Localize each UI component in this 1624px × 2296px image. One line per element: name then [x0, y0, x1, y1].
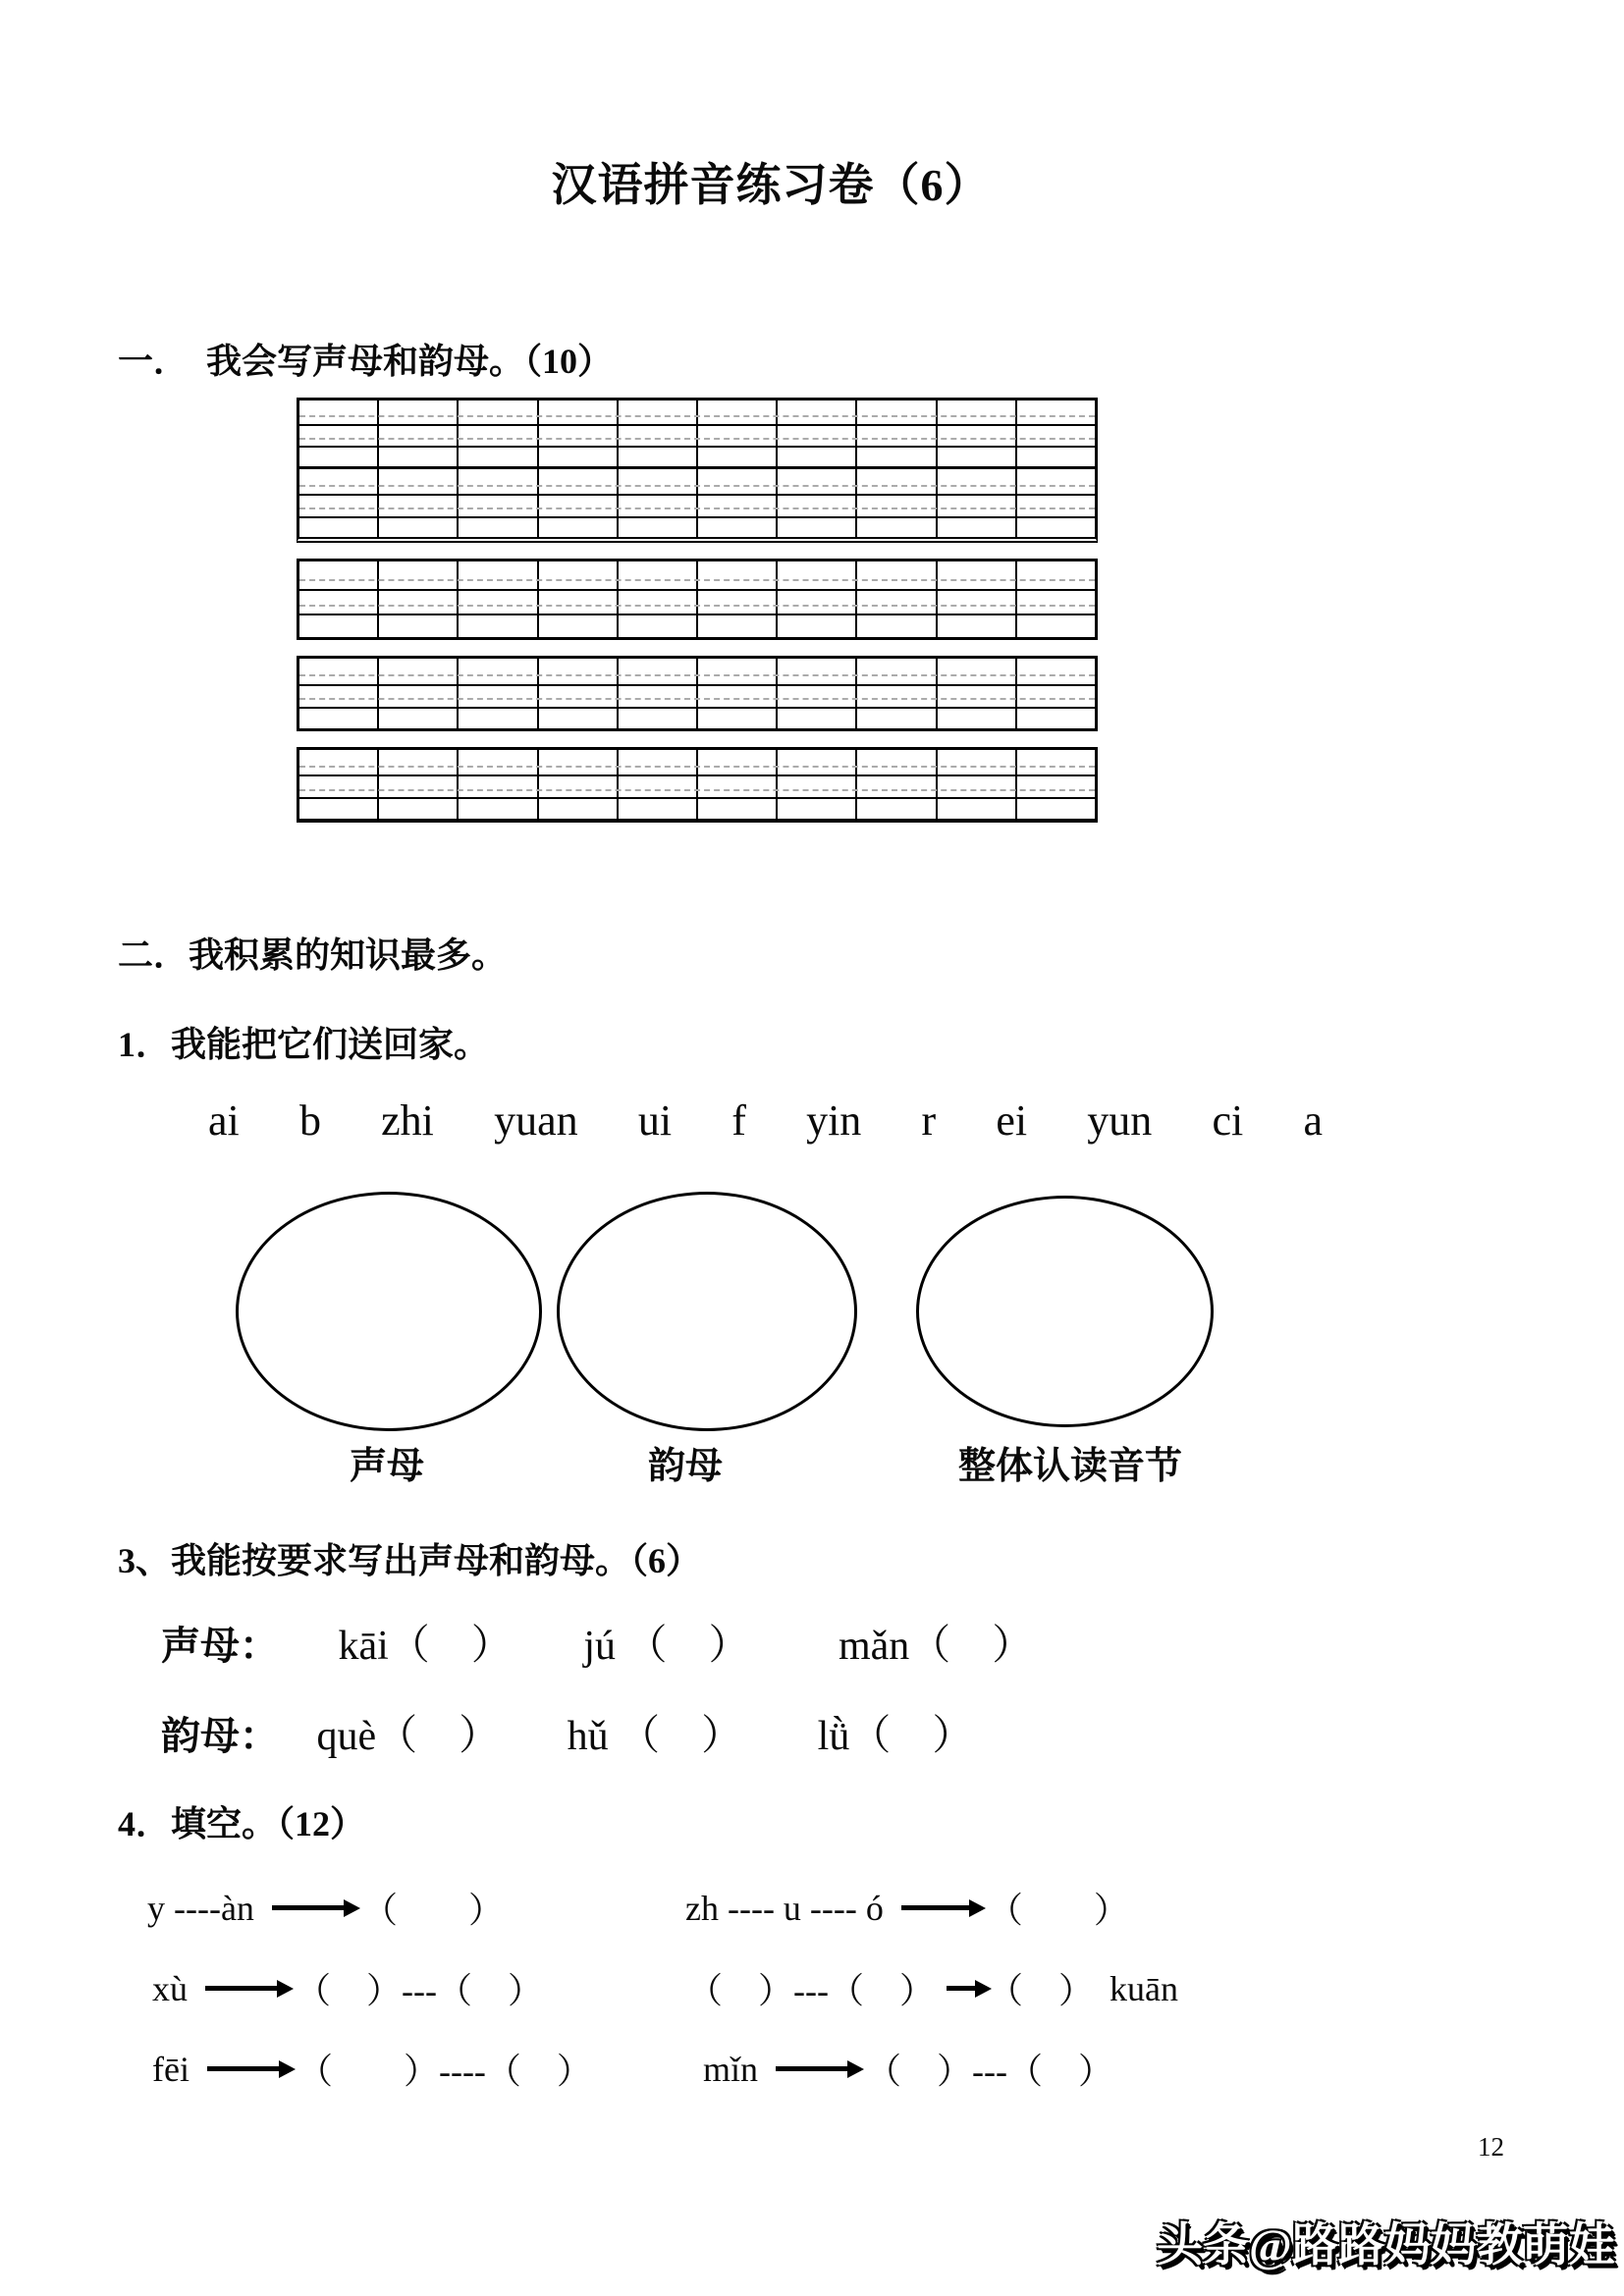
syllable-item: zhi [381, 1096, 434, 1145]
grid-cell [938, 561, 1017, 637]
row-label: 声母： [161, 1624, 279, 1668]
grid-cell [938, 750, 1017, 819]
grid-cell [698, 400, 778, 466]
grid-cell [459, 469, 538, 537]
guide-line [299, 494, 1095, 496]
pinyin-blank: （ ）----（ ） [297, 2052, 592, 2091]
pinyin-blank: （ ）---（ ） [296, 1971, 543, 2010]
grid-cell [299, 659, 379, 728]
grid-cell [778, 750, 857, 819]
pinyin-grid-block [297, 469, 1098, 543]
grid-cell [857, 659, 937, 728]
item3-row-shengmu [161, 1613, 1033, 1672]
grid-cell [619, 400, 698, 466]
guide-line [299, 485, 1095, 487]
guide-line [299, 589, 1095, 591]
grid-cell [379, 469, 459, 537]
arrow-icon [272, 1905, 345, 1910]
fill-blank-row1-right [685, 1883, 1129, 1933]
guide-line [299, 415, 1095, 417]
arrow-icon [947, 1986, 976, 1991]
fill-blank-row1-left [147, 1883, 504, 1933]
grid-cell [379, 750, 459, 819]
guide-line [299, 579, 1095, 581]
syllable-item: f [731, 1096, 746, 1145]
grid-cells-row [299, 400, 1095, 466]
grid-cell [619, 469, 698, 537]
pinyin-grid-block [297, 398, 1098, 469]
pinyin-part: xù [152, 1968, 188, 2008]
guide-line [299, 605, 1095, 607]
grid-cell [619, 561, 698, 637]
grid-cell [938, 659, 1017, 728]
syllable-item: ai [208, 1096, 240, 1145]
grid-cell [857, 469, 937, 537]
page-number: 12 [1478, 2132, 1504, 2162]
grid-cells-row [299, 469, 1095, 537]
guide-line [299, 674, 1095, 676]
grid-cell [299, 469, 379, 537]
grid-cell [857, 400, 937, 466]
syllable-item: ui [637, 1096, 673, 1145]
grid-cell [698, 469, 778, 537]
grid-cell [459, 561, 538, 637]
grid-cell [778, 561, 857, 637]
grid-cell [1017, 561, 1095, 637]
pinyin-part: kuān [1109, 1968, 1178, 2008]
arrow-icon [205, 1986, 278, 1991]
oval-zhengtirendu [916, 1196, 1214, 1427]
pinyin-blank: （ ） [987, 1971, 1094, 2010]
pinyin-part: y ----àn [147, 1888, 254, 1928]
grid-cell [778, 659, 857, 728]
grid-cell [857, 561, 937, 637]
item4-heading: 4．填空。（12） [118, 1804, 366, 1843]
syllable-item: yuan [494, 1096, 578, 1145]
grid-cell [1017, 750, 1095, 819]
pinyin-grid-block [297, 656, 1098, 731]
arrow-icon [901, 1905, 970, 1910]
grid-cell [698, 659, 778, 728]
grid-cell [299, 750, 379, 819]
syllable-item: ei [996, 1096, 1028, 1145]
page-title: 汉语拼音练习卷（6） [551, 160, 991, 210]
guide-line [299, 789, 1095, 791]
fill-blank-row2-left [152, 1963, 543, 2013]
grid-cells-row [299, 659, 1095, 728]
syllable-bank [208, 1095, 1323, 1146]
grid-cell [299, 561, 379, 637]
grid-cell [619, 750, 698, 819]
pinyin-blank: lǜ（ ） [817, 1714, 974, 1759]
grid-cell [539, 750, 619, 819]
guide-line [299, 766, 1095, 768]
grid-cell [539, 400, 619, 466]
grid-cell [1017, 469, 1095, 537]
pinyin-blank: què（ ） [316, 1714, 501, 1759]
guide-line [299, 707, 1095, 709]
guide-line [299, 438, 1095, 440]
syllable-item: r [921, 1096, 937, 1145]
guide-line [299, 424, 1095, 426]
guide-line [299, 797, 1095, 799]
guide-line [299, 684, 1095, 686]
grid-cell [778, 469, 857, 537]
arrow-icon [207, 2066, 280, 2071]
section2-heading: 二．我积累的知识最多。 [118, 935, 508, 975]
fill-blank-row3-right [703, 2044, 1113, 2094]
oval-label: 韵母 [648, 1446, 724, 1487]
syllable-item: yun [1087, 1096, 1153, 1145]
grid-cell [539, 469, 619, 537]
pinyin-blank: mǎn（ ） [838, 1624, 1034, 1669]
grid-cell [938, 469, 1017, 537]
grid-cells-row [299, 750, 1095, 819]
grid-cell [459, 659, 538, 728]
pinyin-blank: （ ）---（ ） [866, 2052, 1113, 2091]
grid-cell [379, 400, 459, 466]
pinyin-blank: kāi（ ） [338, 1624, 513, 1669]
fill-blank-row3-left [152, 2044, 592, 2094]
guide-line [299, 516, 1095, 518]
oval-yunmu [557, 1192, 857, 1431]
grid-cell [1017, 400, 1095, 466]
pinyin-blank: （ ） [361, 1891, 504, 1930]
grid-cell [299, 400, 379, 466]
guide-line [299, 507, 1095, 509]
pinyin-part: mǐn [703, 2049, 759, 2089]
grid-cell [379, 659, 459, 728]
pinyin-blank: jú （ ） [583, 1624, 750, 1669]
pinyin-grid-block [297, 559, 1098, 640]
guide-line [299, 446, 1095, 448]
grid-cell [1017, 659, 1095, 728]
grid-cell [698, 750, 778, 819]
grid-cell [938, 400, 1017, 466]
grid-cell [698, 561, 778, 637]
pinyin-blank: （ ） [987, 1891, 1129, 1930]
grid-cell [459, 400, 538, 466]
pinyin-part: fēi [152, 2049, 189, 2089]
pinyin-writing-grid [297, 398, 1098, 823]
syllable-item: ci [1212, 1096, 1244, 1145]
guide-line [299, 698, 1095, 700]
oval-label: 整体认读音节 [958, 1446, 1183, 1487]
fill-blank-row2-right [687, 1963, 1178, 2013]
grid-cell [459, 750, 538, 819]
item3-row-yunmu [161, 1703, 973, 1762]
section1-heading: 一． 我会写声母和韵母。（10） [118, 342, 614, 381]
grid-cells-row [299, 561, 1095, 637]
grid-cell [778, 400, 857, 466]
syllable-item: a [1303, 1096, 1323, 1145]
item1-heading: 1．我能把它们送回家。 [118, 1025, 490, 1064]
pinyin-grid-block [297, 747, 1098, 823]
pinyin-blank: （ ）---（ ） [687, 1971, 935, 2010]
oval-label: 声母 [350, 1446, 425, 1487]
grid-cell [539, 561, 619, 637]
pinyin-blank: hǔ （ ） [567, 1714, 743, 1759]
grid-cell [539, 659, 619, 728]
oval-shengmu [236, 1192, 542, 1431]
guide-line [299, 774, 1095, 776]
syllable-item: b [298, 1096, 321, 1145]
guide-line [299, 614, 1095, 615]
grid-cell [379, 561, 459, 637]
syllable-item: yin [806, 1096, 862, 1145]
row-label: 韵母： [161, 1714, 279, 1758]
grid-cell [857, 750, 937, 819]
pinyin-part: zh ---- u ---- ó [685, 1888, 884, 1928]
item3-heading: 3、我能按要求写出声母和韵母。（6） [118, 1541, 702, 1580]
arrow-icon [776, 2066, 848, 2071]
grid-cell [619, 659, 698, 728]
watermark: 头条@路路妈妈教萌娃 [1157, 2220, 1615, 2271]
